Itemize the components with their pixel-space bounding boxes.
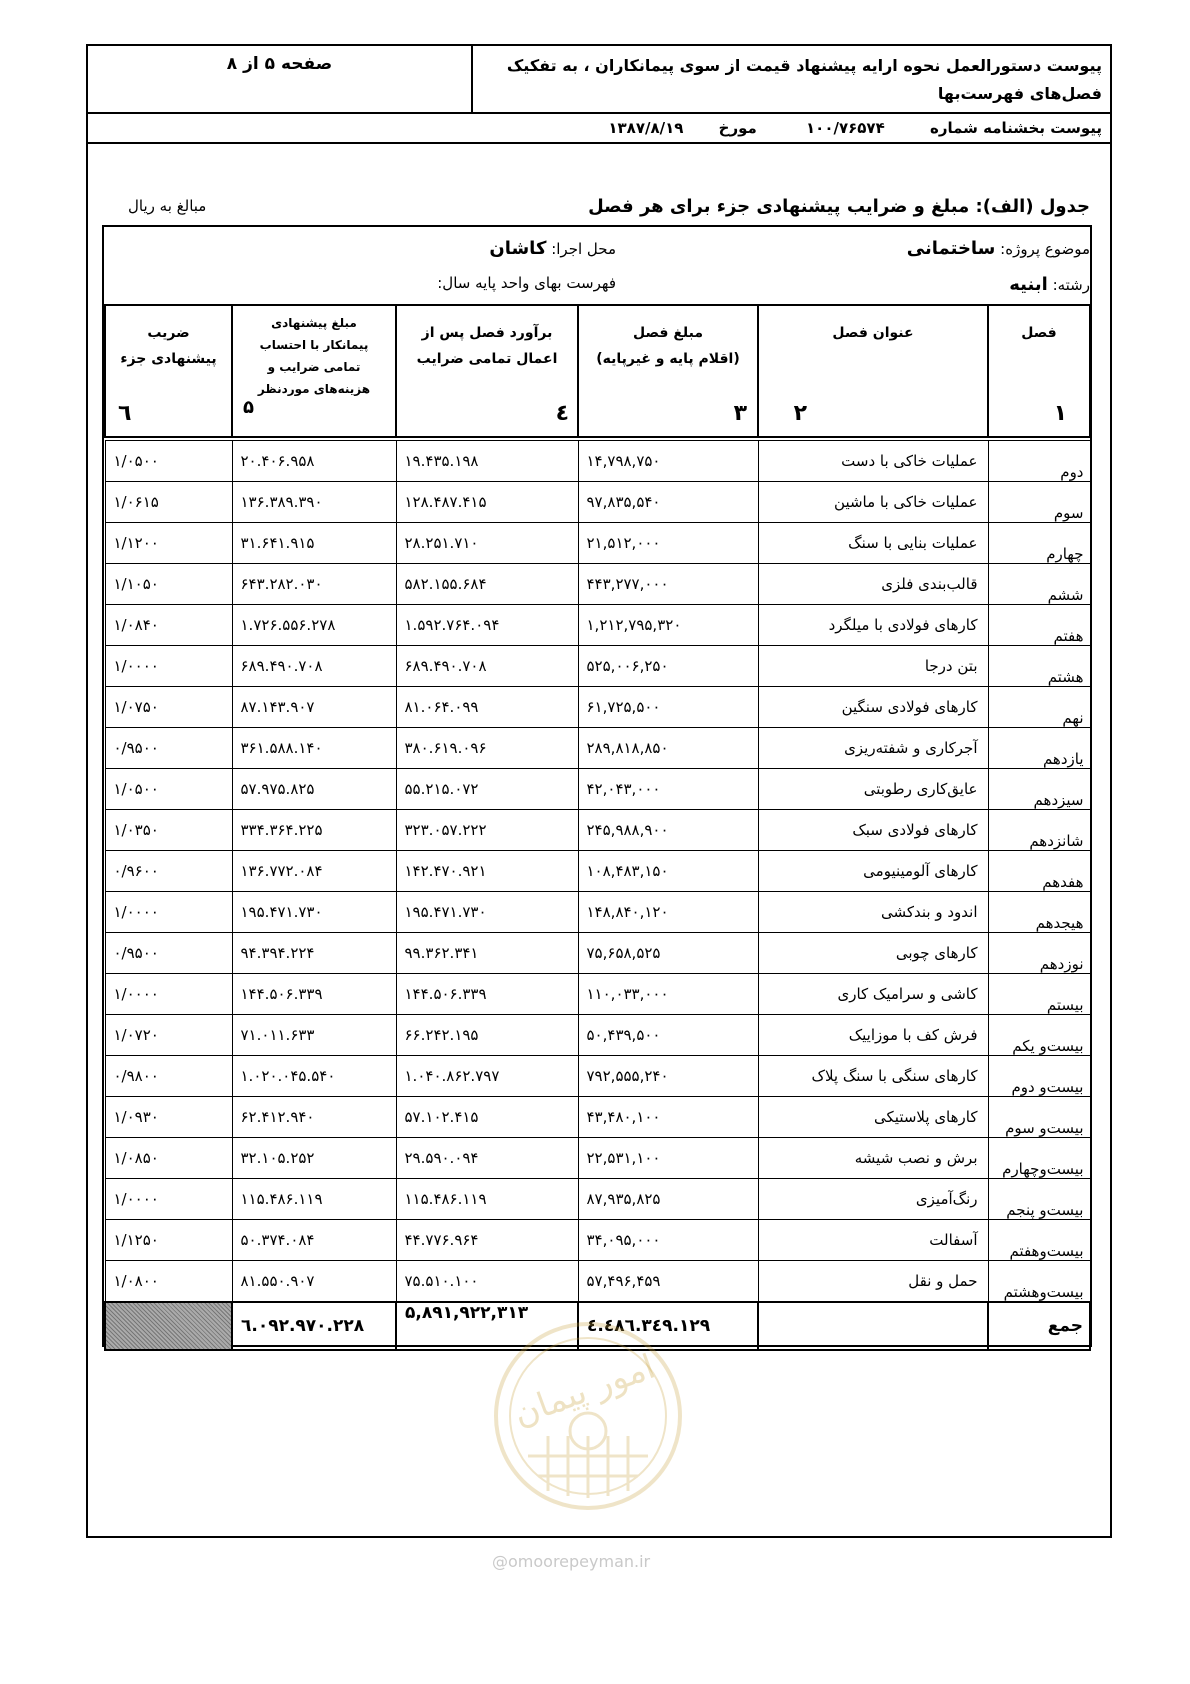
col-number: ۳: [733, 401, 747, 426]
row-offer: ۱.۷۲۶.۵۵۶.۲۷۸: [232, 605, 396, 646]
row-amount: ۷۹۲,۵۵۵,۲۴۰: [578, 1056, 758, 1097]
row-chapter: بیست‌وچهارم: [988, 1138, 1090, 1179]
row-offer: ۵۰.۳۷۴.۰۸۴: [232, 1220, 396, 1261]
watermark-logo: [488, 1316, 688, 1516]
row-chapter: شانزدهم: [988, 810, 1090, 851]
circular-number: ۱۰۰/۷۶۵۷۴: [806, 119, 885, 137]
table-row: [105, 1179, 1090, 1220]
row-estimate: ۵۵.۲۱۵.۰۷۲: [396, 769, 578, 810]
row-title: کارهای فولادی سبک: [758, 810, 988, 851]
row-title: کارهای آلومینیومی: [758, 851, 988, 892]
row-offer: ۵۷.۹۷۵.۸۲۵: [232, 769, 396, 810]
row-title: کارهای سنگی با سنگ پلاک: [758, 1056, 988, 1097]
row-amount: ۵۷,۴۹۶,۴۵۹: [578, 1261, 758, 1303]
row-offer: ۳۶۱.۵۸۸.۱۴۰: [232, 728, 396, 769]
row-amount: ۵۲۵,۰۰۶,۲۵۰: [578, 646, 758, 687]
row-offer: ۶۲.۴۱۲.۹۴۰: [232, 1097, 396, 1138]
row-amount: ۲۴۵,۹۸۸,۹۰۰: [578, 810, 758, 851]
subject-label: موضوع پروژه:: [1000, 240, 1090, 258]
row-offer: ۱۳۶.۷۷۲.۰۸۴: [232, 851, 396, 892]
row-coef: ۱/۱۲۵۰: [105, 1220, 232, 1261]
total-estimate: ۵,۸۹۱,۹۲۲,۳۱۳: [396, 1302, 578, 1350]
row-title: عملیات خاکی با ماشین: [758, 482, 988, 523]
row-estimate: ۱.۰۴۰.۸۶۲.۷۹۷: [396, 1056, 578, 1097]
row-coef: ۱/۱۰۵۰: [105, 564, 232, 605]
table-row: [105, 564, 1090, 605]
table-row: [105, 1056, 1090, 1097]
row-coef: ۱/۰۷۵۰: [105, 687, 232, 728]
row-offer: ۱۱۵.۴۸۶.۱۱۹: [232, 1179, 396, 1220]
row-estimate: ۲۹.۵۹۰.۰۹۴: [396, 1138, 578, 1179]
row-title: آجرکاری و شفته‌ریزی: [758, 728, 988, 769]
row-estimate: ۵۸۲.۱۵۵.۶۸۴: [396, 564, 578, 605]
row-chapter: نهم: [988, 687, 1090, 728]
logo-grid-icon: [528, 1436, 648, 1498]
watermark-url: @omoorepeyman.ir: [492, 1552, 651, 1571]
row-offer: ۳۳۴.۳۶۴.۲۲۵: [232, 810, 396, 851]
col-header-title: عنوان فصل ۲: [758, 305, 988, 437]
row-coef: ۱/۰۵۰۰: [105, 441, 232, 482]
row-estimate: ۹۹.۳۶۲.۳۴۱: [396, 933, 578, 974]
row-title: بتن درجا: [758, 646, 988, 687]
row-chapter: بیست‌و سوم: [988, 1097, 1090, 1138]
row-amount: ۲۸۹,۸۱۸,۸۵۰: [578, 728, 758, 769]
row-offer: ۱.۰۲۰.۰۴۵.۵۴۰: [232, 1056, 396, 1097]
table-row: [105, 933, 1090, 974]
row-chapter: بیستم: [988, 974, 1090, 1015]
row-coef: ۰/۹۵۰۰: [105, 728, 232, 769]
row-chapter: دوم: [988, 441, 1090, 482]
row-chapter: هفتم: [988, 605, 1090, 646]
row-chapter: بیست‌و پنجم: [988, 1179, 1090, 1220]
col-header-coef: ضریب پیشنهادی جزء ٦: [105, 305, 232, 437]
logo-text: امور پیمان: [508, 1346, 661, 1435]
row-coef: ۰/۹۸۰۰: [105, 1056, 232, 1097]
table-row: [105, 974, 1090, 1015]
title-line-2: فصل‌های فهرست‌بها: [937, 84, 1102, 103]
title-line-1: پیوست دستورالعمل نحوه ارایه پیشنهاد قیمت از سوی پیمانکاران ، به تفکیک: [506, 56, 1102, 75]
row-amount: ۷۵,۶۵۸,۵۲۵: [578, 933, 758, 974]
date-value: ۱۳۸۷/۸/۱۹: [608, 119, 684, 137]
col-header-estimate: برآورد فصل پس از اعمال تمامی ضرایب ٤: [396, 305, 578, 437]
total-coef-shaded: [105, 1302, 232, 1350]
row-amount: ۴۲,۰۴۳,۰۰۰: [578, 769, 758, 810]
circular-label: پیوست بخشنامه شماره: [929, 119, 1102, 137]
row-amount: ۱۴۸,۸۴۰,۱۲۰: [578, 892, 758, 933]
row-amount: ۴۴۳,۲۷۷,۰۰۰: [578, 564, 758, 605]
row-chapter: بیست‌وهفتم: [988, 1220, 1090, 1261]
row-title: کارهای پلاستیکی: [758, 1097, 988, 1138]
row-offer: ۸۷.۱۴۳.۹۰۷: [232, 687, 396, 728]
chapters-table: [104, 304, 1091, 1351]
row-coef: ۱/۰۵۰۰: [105, 769, 232, 810]
row-estimate: ۵۷.۱۰۲.۴۱۵: [396, 1097, 578, 1138]
row-coef: ۱/۰۰۰۰: [105, 974, 232, 1015]
row-amount: ۳۴,۰۹۵,۰۰۰: [578, 1220, 758, 1261]
total-label: جمع: [988, 1302, 1090, 1350]
table-row: [105, 646, 1090, 687]
col-header-offer: مبلغ پیشنهادی پیمانکار با احتساب تمامی ضرایب و هزینه‌های موردنظر ۵: [232, 305, 396, 437]
row-offer: ۱۹۵.۴۷۱.۷۳۰: [232, 892, 396, 933]
row-estimate: ۲۸.۲۵۱.۷۱۰: [396, 523, 578, 564]
circular-info: [88, 114, 1110, 144]
row-chapter: ششم: [988, 564, 1090, 605]
col-number: ٤: [555, 401, 569, 426]
header-row: [88, 46, 1110, 114]
document-title: [482, 52, 1102, 108]
row-coef: ۱/۰۰۰۰: [105, 892, 232, 933]
row-offer: ۶۴۳.۲۸۲.۰۳۰: [232, 564, 396, 605]
row-estimate: ۱۴۲.۴۷۰.۹۲۱: [396, 851, 578, 892]
row-amount: ۹۷,۸۳۵,۵۴۰: [578, 482, 758, 523]
row-estimate: ۸۱.۰۶۴.۰۹۹: [396, 687, 578, 728]
row-coef: ۱/۰۶۱۵: [105, 482, 232, 523]
subject-value: ساختمانی: [906, 238, 996, 259]
row-title: قالب‌بندی فلزی: [758, 564, 988, 605]
row-amount: ۲۱,۵۱۲,۰۰۰: [578, 523, 758, 564]
row-coef: ۱/۰۳۵۰: [105, 810, 232, 851]
col-number: ۵: [243, 397, 254, 418]
row-amount: ۶۱,۷۲۵,۵۰۰: [578, 687, 758, 728]
row-estimate: ۱۹.۴۳۵.۱۹۸: [396, 441, 578, 482]
table-row: [105, 1015, 1090, 1056]
row-title: عایق‌کاری رطوبتی: [758, 769, 988, 810]
row-title: اندود و بندکشی: [758, 892, 988, 933]
row-coef: ۱/۰۸۴۰: [105, 605, 232, 646]
row-coef: ۱/۰۸۵۰: [105, 1138, 232, 1179]
table-header-row: [105, 305, 1090, 437]
row-estimate: ۱۱۵.۴۸۶.۱۱۹: [396, 1179, 578, 1220]
row-title: آسفالت: [758, 1220, 988, 1261]
row-title: عملیات خاکی با دست: [758, 441, 988, 482]
row-amount: ۴۳,۴۸۰,۱۰۰: [578, 1097, 758, 1138]
row-estimate: ۱.۵۹۲.۷۶۴.۰۹۴: [396, 605, 578, 646]
row-offer: ۱۴۴.۵۰۶.۳۳۹: [232, 974, 396, 1015]
date-label: مورخ: [718, 119, 757, 137]
row-title: کارهای فولادی با میلگرد: [758, 605, 988, 646]
location-value: کاشان: [489, 238, 547, 259]
row-amount: ۸۷,۹۳۵,۸۲۵: [578, 1179, 758, 1220]
row-title: رنگ‌آمیزی: [758, 1179, 988, 1220]
location-label: محل اجرا:: [551, 240, 616, 258]
table-title: جدول (الف): مبلغ و ضرایب پیشنهادی جزء برای هر فصل: [588, 196, 1090, 217]
col-header-chapter: فصل ۱: [988, 305, 1090, 437]
table-row: [105, 687, 1090, 728]
table-row: [105, 1138, 1090, 1179]
row-offer: ۱۳۶.۳۸۹.۳۹۰: [232, 482, 396, 523]
row-offer: ۸۱.۵۵۰.۹۰۷: [232, 1261, 396, 1303]
project-field: [1009, 274, 1090, 295]
table-row: [105, 523, 1090, 564]
row-chapter: هشتم: [988, 646, 1090, 687]
col-number: ۲: [793, 401, 807, 426]
row-coef: ۱/۱۲۰۰: [105, 523, 232, 564]
row-title: کاشی و سرامیک کاری: [758, 974, 988, 1015]
row-title: کارهای چوبی: [758, 933, 988, 974]
row-estimate: ۶۸۹.۴۹۰.۷۰۸: [396, 646, 578, 687]
row-title: فرش کف با موزاییک: [758, 1015, 988, 1056]
row-offer: ۳۱.۶۴۱.۹۱۵: [232, 523, 396, 564]
row-coef: ۰/۹۶۰۰: [105, 851, 232, 892]
row-estimate: ۳۸۰.۶۱۹.۰۹۶: [396, 728, 578, 769]
row-estimate: ۱۹۵.۴۷۱.۷۳۰: [396, 892, 578, 933]
unit-note: مبالغ به ریال: [128, 197, 207, 215]
col-number: ٦: [118, 401, 132, 426]
base-list: فهرست بهای واحد پایه سال:: [437, 274, 616, 292]
row-amount: ۱۰۸,۴۸۳,۱۵۰: [578, 851, 758, 892]
field-label: رشته:: [1052, 276, 1090, 294]
row-chapter: نوزدهم: [988, 933, 1090, 974]
total-amount: ٤.٤٨٦.٣٤٩.١٢٩: [578, 1302, 758, 1350]
row-title: حمل و نقل: [758, 1261, 988, 1303]
row-amount: ۵۰,۴۳۹,۵۰۰: [578, 1015, 758, 1056]
row-chapter: بیست‌و یکم: [988, 1015, 1090, 1056]
row-estimate: ۷۵.۵۱۰.۱۰۰: [396, 1261, 578, 1303]
row-title: عملیات بنایی با سنگ: [758, 523, 988, 564]
row-amount: ۲۲,۵۳۱,۱۰۰: [578, 1138, 758, 1179]
table-row: [105, 605, 1090, 646]
table-row: [105, 728, 1090, 769]
table-row: [105, 1220, 1090, 1261]
col-header-amount: مبلغ فصل (اقلام پایه و غیرپایه) ۳: [578, 305, 758, 437]
row-chapter: سیزدهم: [988, 769, 1090, 810]
row-estimate: ۴۴.۷۷۶.۹۶۴: [396, 1220, 578, 1261]
total-title-empty: [758, 1302, 988, 1350]
row-amount: ۱۴,۷۹۸,۷۵۰: [578, 441, 758, 482]
row-estimate: ۱۲۸.۴۸۷.۴۱۵: [396, 482, 578, 523]
header-divider: [471, 46, 473, 114]
row-chapter: چهارم: [988, 523, 1090, 564]
row-chapter: یازدهم: [988, 728, 1090, 769]
row-coef: ۱/۰۰۰۰: [105, 1179, 232, 1220]
row-chapter: سوم: [988, 482, 1090, 523]
row-amount: ۱۱۰,۰۳۳,۰۰۰: [578, 974, 758, 1015]
row-estimate: ۱۴۴.۵۰۶.۳۳۹: [396, 974, 578, 1015]
total-offer: ٦.٠٩٢.٩٧٠.٢٢٨: [232, 1302, 396, 1350]
row-chapter: هیجدهم: [988, 892, 1090, 933]
row-offer: ۶۸۹.۴۹۰.۷۰۸: [232, 646, 396, 687]
table-row: [105, 1097, 1090, 1138]
table-body: [105, 437, 1090, 1302]
row-chapter: بیست‌و دوم: [988, 1056, 1090, 1097]
page-number: صفحه ۵ از ۸: [226, 54, 333, 74]
field-value: ابنیه: [1009, 274, 1048, 295]
row-amount: ۱,۲۱۲,۷۹۵,۳۲۰: [578, 605, 758, 646]
table-row: [105, 482, 1090, 523]
row-estimate: ۳۲۳.۰۵۷.۲۲۲: [396, 810, 578, 851]
col-number: ۱: [1053, 401, 1067, 426]
row-coef: ۱/۰۰۰۰: [105, 646, 232, 687]
row-coef: ۰/۹۵۰۰: [105, 933, 232, 974]
project-subject: [907, 238, 1090, 259]
table-row: [105, 810, 1090, 851]
row-offer: ۹۴.۳۹۴.۲۲۴: [232, 933, 396, 974]
table-row: [105, 441, 1090, 482]
table-row: [105, 851, 1090, 892]
row-coef: ۱/۰۹۳۰: [105, 1097, 232, 1138]
row-offer: ۳۲.۱۰۵.۲۵۲: [232, 1138, 396, 1179]
row-coef: ۱/۰۸۰۰: [105, 1261, 232, 1303]
row-title: کارهای فولادی سنگین: [758, 687, 988, 728]
row-offer: ۲۰.۴۰۶.۹۵۸: [232, 441, 396, 482]
row-offer: ۷۱.۰۱۱.۶۳۳: [232, 1015, 396, 1056]
table-row: [105, 769, 1090, 810]
row-estimate: ۶۶.۲۴۲.۱۹۵: [396, 1015, 578, 1056]
row-chapter: بیست‌وهشتم: [988, 1261, 1090, 1303]
row-title: برش و نصب شیشه: [758, 1138, 988, 1179]
row-chapter: هفدهم: [988, 851, 1090, 892]
project-location: [489, 238, 616, 259]
table-row: [105, 1261, 1090, 1303]
table-row: [105, 892, 1090, 933]
row-coef: ۱/۰۷۲۰: [105, 1015, 232, 1056]
